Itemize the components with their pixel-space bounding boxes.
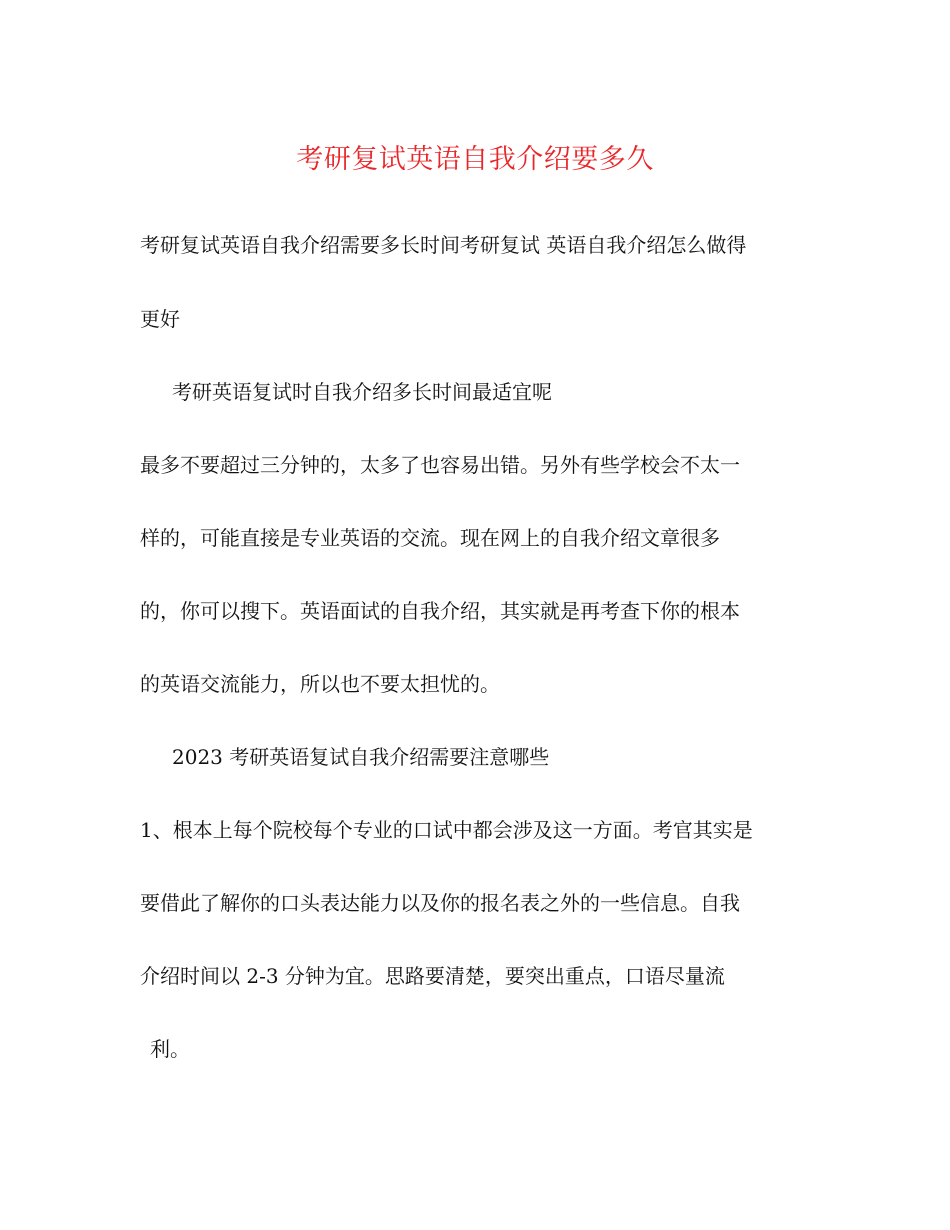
paragraph-line: 更好 [140, 307, 180, 331]
paragraph-line: 1、根本上每个院校每个专业的口试中都会涉及这一方面。考官其实是 [140, 818, 753, 842]
paragraph-line: 要借此了解你的口头表达能力以及你的报名表之外的一些信息。自我 [140, 891, 740, 915]
section-heading: 考研英语复试时自我介绍多长时间最适宜呢 [172, 380, 552, 404]
paragraph-line: 最多不要超过三分钟的，太多了也容易出错。另外有些学校会不太一 [140, 453, 740, 477]
section-heading: 2023 考研英语复试自我介绍需要注意哪些 [172, 745, 550, 769]
paragraph-line: 的，你可以搜下。英语面试的自我介绍，其实就是再考查下你的根本 [140, 599, 740, 623]
paragraph-line: 利。 [150, 1037, 190, 1061]
paragraph-line: 样的，可能直接是专业英语的交流。现在网上的自我介绍文章很多 [140, 526, 720, 550]
paragraph-line: 考研复试英语自我介绍需要多长时间考研复试 英语自我介绍怎么做得 [140, 233, 747, 257]
paragraph-line: 介绍时间以 2-3 分钟为宜。思路要清楚，要突出重点，口语尽量流 [140, 964, 725, 988]
document-title: 考研复试英语自我介绍要多久 [296, 144, 654, 175]
paragraph-line: 的英语交流能力，所以也不要太担忧的。 [140, 672, 500, 696]
